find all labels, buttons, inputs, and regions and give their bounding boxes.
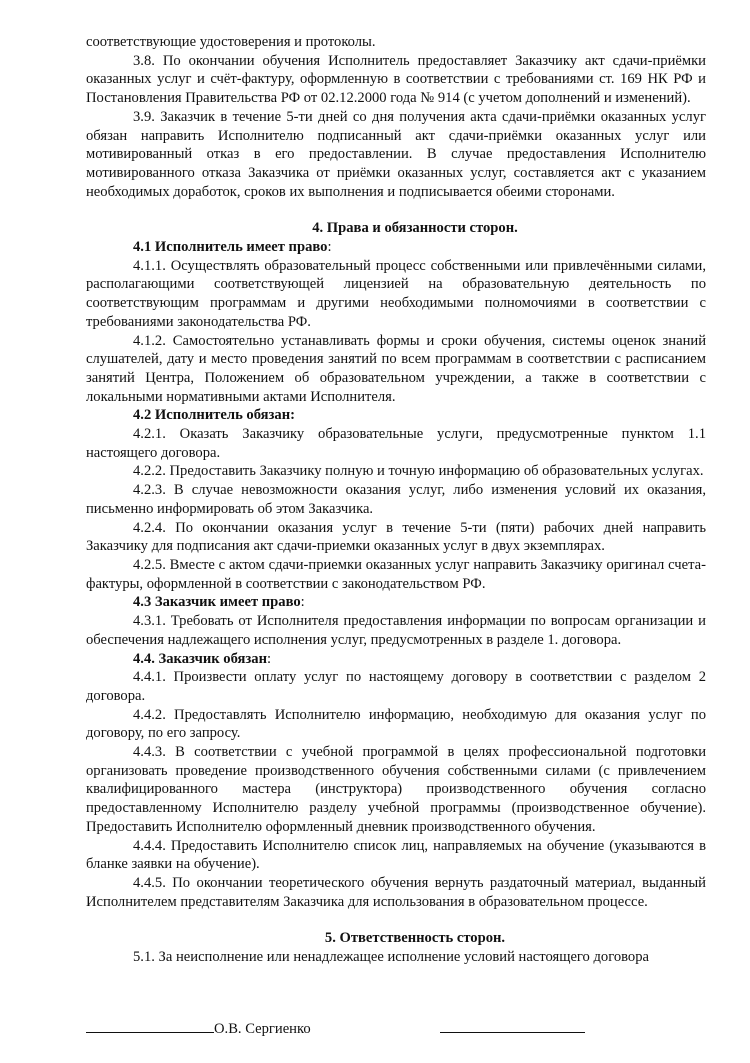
paragraph-4-1-2: 4.1.2. Самостоятельно устанавливать формы и сроки обучения, системы оценок знаний слушателей, дату и место проведения занятий по всем программам в соответствии с расписанием занятий Центра, Положением об образовательном учреждении, а также в соответствии с локальными нормативными актами Исполнителя. bbox=[86, 332, 706, 405]
subsection-4-4-heading bbox=[86, 650, 706, 669]
paragraph-4-4-3: 4.4.3. В соответствии с учебной программой в целях профессиональной подготовки организовать проведение производственного обучения собственными силами (с привлечением квалифицированного мастера (инструктора) производственного обучения согласно предоставленному Исполнителю разделу учебной программы (производственное обучение). Предоставить Исполнителю оформленный дневник производственного обучения. bbox=[86, 744, 706, 835]
paragraph-4-2-4: 4.2.4. По окончании оказания услуг в течение 5-ти (пяти) рабочих дней направить Заказчику для подписания акт сдачи-приемки оказанных услуг в двух экземплярах. bbox=[86, 519, 706, 555]
subsection-4-3-colon: : bbox=[300, 594, 305, 611]
paragraph-4-2-2: 4.2.2. Предоставить Заказчику полную и точную информацию об образовательных услугах. bbox=[133, 463, 704, 480]
subsection-4-2-title: 4.2 Исполнитель обязан: bbox=[133, 407, 295, 424]
section-4-title: 4. Права и обязанности сторон. bbox=[312, 220, 518, 237]
subsection-4-4-colon: : bbox=[267, 650, 272, 667]
paragraph-4-2-3: 4.2.3. В случае невозможности оказания услуг, либо изменения условий их оказания, письменно информировать об этом Заказчика. bbox=[86, 482, 706, 517]
subsection-4-2-heading bbox=[86, 406, 706, 425]
subsection-4-3-heading bbox=[86, 593, 706, 612]
paragraph-5-1: 5.1. За неисполнение или ненадлежащее исполнение условий настоящего договора bbox=[133, 949, 649, 966]
paragraph-3-9: 3.9. Заказчик в течение 5-ти дней со дня получения акта сдачи-приёмки оказанных услуг обязан направить Исполнителю подписанный акт сдачи-приёмки оказанных услуг или мотивированный отказ в его предоставлении. В случае предоставления Исполнителю мотивированного отказа Заказчика от приёмки оказанных услуг, составляется акт с указанием необходимых доработок, сроков их выполнения и подписывается обеими сторонами. bbox=[86, 108, 706, 200]
paragraph-4-2-5: 4.2.5. Вместе с актом сдачи-приемки оказанных услуг направить Заказчику оригинал счета-фактуры, оформленной в соответствии с законодательством РФ. bbox=[86, 556, 706, 592]
signature-line-right bbox=[440, 1018, 585, 1033]
subsection-4-3-title: 4.3 Заказчик имеет право bbox=[133, 594, 301, 611]
paragraph-4-3-1: 4.3.1. Требовать от Исполнителя предоставления информации по вопросам организации и обеспечения надлежащего исполнения услуг, предусмотренных в разделе 1. договора. bbox=[86, 613, 706, 648]
signature-line-left bbox=[86, 1018, 214, 1033]
paragraph-4-4-2: 4.4.2. Предоставлять Исполнителю информацию, необходимую для оказания услуг по договору, по его запросу. bbox=[86, 706, 706, 742]
paragraph-4-4-4: 4.4.4. Предоставить Исполнителю список лиц, направляемых на обучение (указываются в бланке заявки на обучение). bbox=[86, 837, 706, 873]
paragraph-3-8: 3.8. По окончании обучения Исполнитель предоставляет Заказчику акт сдачи-приёмки оказанных услуг и счёт-фактуру, оформленную в соответствии с требованиями ст. 169 НК РФ и Постановления Правительства РФ от 02.12.2000 года № 914 (с учетом дополнений и изменений). bbox=[86, 52, 706, 107]
subsection-4-1-title: 4.1 Исполнитель имеет право bbox=[133, 239, 328, 256]
subsection-4-4-title: 4.4. Заказчик обязан bbox=[133, 650, 267, 667]
paragraph-4-1-1: 4.1.1. Осуществлять образовательный процесс собственными или привлечёнными силами, располагающими соответствующей лицензией на образовательную деятельность по соответствующим программам и другими необходимыми полномочиями в соответствии с требованиями законодательства РФ. bbox=[86, 257, 706, 330]
paragraph-intro: соответствующие удостоверения и протоколы. bbox=[86, 34, 376, 50]
paragraph-4-4-5: 4.4.5. По окончании теоретического обучения вернуть раздаточный материал, выданный Исполнителем представителям Заказчика для использования в образовательном процессе. bbox=[86, 874, 706, 910]
signature-block bbox=[86, 1018, 706, 1039]
signatory-name: О.В. Сергиенко bbox=[214, 1021, 311, 1037]
paragraph-4-2-1: 4.2.1. Оказать Заказчику образовательные услуги, предусмотренные пунктом 1.1 настоящего договора. bbox=[86, 426, 706, 461]
paragraph-4-4-1: 4.4.1. Произвести оплату услуг по настоящему договору в соответствии с разделом 2 договора. bbox=[86, 669, 706, 704]
subsection-4-1-colon: : bbox=[327, 239, 332, 256]
section-5-title: 5. Ответственность сторон. bbox=[324, 930, 506, 947]
subsection-4-1-heading bbox=[86, 238, 706, 257]
